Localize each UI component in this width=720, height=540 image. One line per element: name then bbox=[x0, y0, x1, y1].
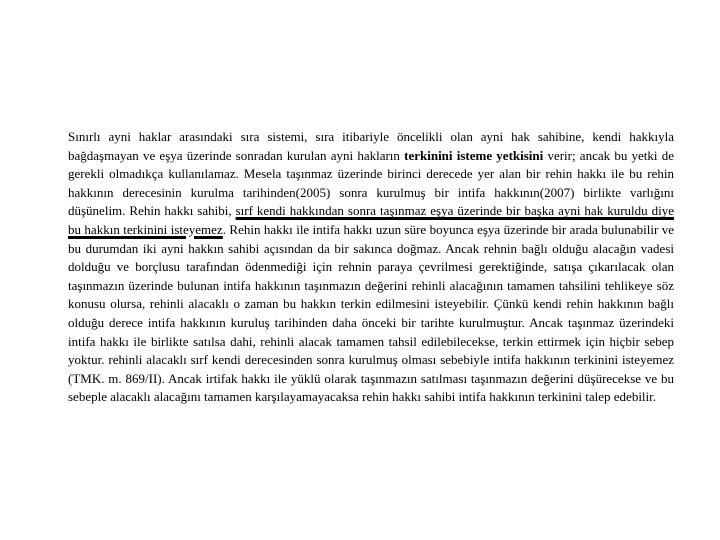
paragraph-text-2: verir; ancak bu yetki de gerekli olmadıkça kullanılamaz. Mesela taşınmaz üzerinde birinci derecede yer alan bir rehin hakkı ile bu rehin hakkının derecesinin kurulma tarihinden(2005) sonra kurulmuş bir intifa hakkının(2007) birlikte varlığını düşünelim. Rehin hakkı sahibi, bbox=[68, 147, 674, 219]
underlined-phrase: sırf kendi hakkından sonra taşınmaz eşya üzerinde bir başka ayni hak kuruldu diye bu hakkın terkinini isteyemez bbox=[68, 203, 674, 237]
paragraph-text-3: . Rehin hakkı ile intifa hakkı uzun süre boyunca eşya üzerinde bir arada bulunabilir ve bu durumdan iki ayni hakkın sahibi açısından da bir sakınca doğmaz. Ancak rehnin bağlı olduğu alacağın vadesi dolduğu ve borçlusu tarafından ödenmediği için rehnin paraya çevrilmesi gerektiğinde, satışa çıkarılacak olan taşınmazın üzerinde bulunan intifa hakkının taşınmazın değerini rehinli alacağının tamamen tahsilini tehlikeye söz konusu olursa, rehinli alacaklı o zaman bu hakkın terkin edilmesini isteyebilir. Çünkü kendi rehin hakkının bağlı olduğu derece intifa hakkının kuruluş tarihinden daha önceki bir tarihte kurulmuştur. Ancak taşınmaz üzerindeki intifa hakkı ile birlikte satılsa dahi, rehinli alacak tamamen tahsil edilebilecekse, terkin ettirmek için hiçbir sebep yoktur. rehinli alacaklı sırf kendi derecesinden sonra kurulmuş olması sebebiyle intifa hakkının terkinini isteyemez (TMK. m. 869/II). Ancak irtifak hakkı ile yüklü olarak taşınmazın satılması taşınmazın değerini düşürecekse ve bu sebeple alacaklı alacağını tamamen karşılayamayacaksa rehin hakkı sahibi intifa hakkının terkinini talep edebilir. bbox=[68, 221, 675, 405]
paragraph-text-1: Sınırlı ayni haklar arasındaki sıra sistemi, sıra itibariyle öncelikli olan ayni hak sahibine, kendi hakkıyla bağdaşmayan ve eşya üzerinde sonradan kurulan ayni hakların bbox=[68, 129, 674, 163]
body-paragraph bbox=[68, 128, 674, 407]
body-text-block bbox=[68, 128, 674, 407]
emphasized-phrase: terkinini isteme yetkisini bbox=[404, 147, 544, 163]
